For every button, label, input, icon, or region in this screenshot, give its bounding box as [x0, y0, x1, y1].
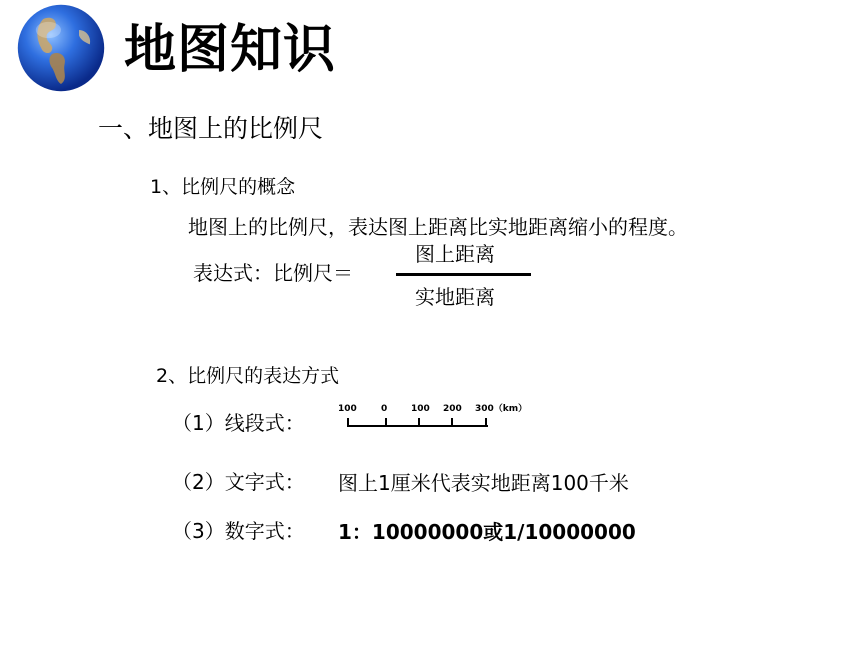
scale-tick-label: 100: [338, 404, 357, 414]
concept-heading: 1、比例尺的概念: [150, 176, 296, 198]
scale-tick-label: 300（km）: [475, 404, 528, 414]
scale-tick-label: 200: [443, 404, 462, 414]
line-scale-label: （1）线段式：: [172, 411, 305, 435]
expression-label: 表达式：比例尺＝: [193, 261, 353, 285]
methods-heading: 2、比例尺的表达方式: [156, 365, 340, 387]
text-scale-label: （2）文字式：: [172, 470, 305, 494]
line-scale-bar: [346, 415, 491, 429]
globe-icon: [16, 3, 106, 93]
section-heading: 一、地图上的比例尺: [98, 114, 324, 143]
fraction-denominator: 实地距离: [415, 285, 495, 309]
fraction-bar: [396, 273, 531, 276]
page-title: 地图知识: [124, 20, 337, 80]
fraction-numerator: 图上距离: [415, 242, 495, 266]
scale-tick-label: 0: [381, 404, 388, 414]
text-scale-value: 图上1厘米代表实地距离100千米: [338, 471, 629, 495]
scale-tick-label: 100: [411, 404, 430, 414]
concept-definition: 地图上的比例尺，表达图上距离比实地距离缩小的程度。: [188, 215, 688, 239]
numeric-scale-label: （3）数字式：: [172, 519, 305, 543]
numeric-scale-value: 1：10000000或1/10000000: [338, 520, 636, 544]
